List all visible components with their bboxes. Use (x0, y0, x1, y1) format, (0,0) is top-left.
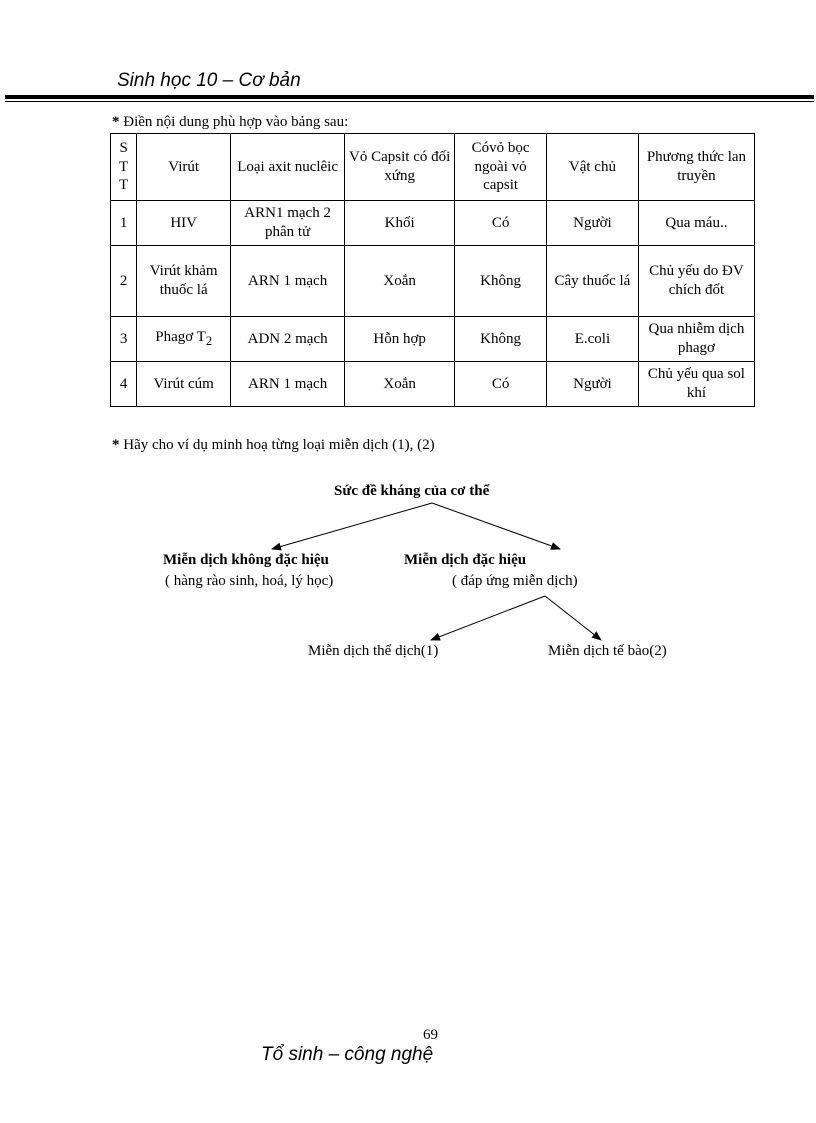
cell-envelope: Không (455, 246, 547, 317)
table-row (111, 246, 755, 317)
cell-transmission: Chủ yếu qua sol khí (638, 362, 754, 407)
arrow-specific-to-cellular (545, 596, 601, 640)
cell-virus: Virút khảm thuốc lá (137, 246, 231, 317)
cell-stt: 2 (111, 246, 137, 317)
cell-stt: 4 (111, 362, 137, 407)
cell-virus (137, 317, 231, 362)
header-stt-letter: S (119, 139, 128, 156)
table-instruction (112, 114, 348, 131)
cell-transmission: Qua máu.. (638, 201, 754, 246)
header-rule-thin (5, 101, 814, 102)
cell-capsit: Hỗn hợp (345, 317, 455, 362)
cell-transmission: Qua nhiễm dịch phagơ (638, 317, 754, 362)
cell-host: E.coli (547, 317, 639, 362)
cell-acid: ADN 2 mạch (231, 317, 345, 362)
cell-host: Người (547, 201, 639, 246)
cellular-immunity-node: Miễn dịch tế bào(2) (548, 643, 667, 659)
arrow-specific-to-humoral (431, 596, 545, 640)
page-header-title: Sinh học 10 – Cơ bản (117, 70, 301, 91)
cell-capsit: Khối (345, 201, 455, 246)
immunity-question (112, 437, 435, 454)
header-capsit: Vỏ Capsit có đối xứng (345, 134, 455, 201)
cell-stt: 1 (111, 201, 137, 246)
virus-table (110, 133, 755, 407)
nonspecific-immunity-title: Miễn dịch không đặc hiệu (163, 552, 329, 568)
header-virus: Virút (137, 134, 231, 201)
header-stt (111, 134, 137, 201)
cell-capsit: Xoắn (345, 362, 455, 407)
cell-virus: Virút cúm (137, 362, 231, 407)
cell-host: Cây thuốc lá (547, 246, 639, 317)
table-row (111, 317, 755, 362)
cell-capsit: Xoắn (345, 246, 455, 317)
cell-acid: ARN 1 mạch (231, 246, 345, 317)
arrow-root-to-nonspecific (272, 503, 432, 549)
arrow-root-to-specific (432, 503, 560, 549)
cell-envelope: Có (455, 362, 547, 407)
table-row (111, 362, 755, 407)
header-stt-letter: T (119, 177, 129, 194)
cell-virus: HIV (137, 201, 231, 246)
header-acid: Loại axit nuclêic (231, 134, 345, 201)
instruction-text: Điền nội dung phù hợp vào bảng sau: (119, 114, 349, 130)
cell-virus-subscript: 2 (205, 334, 213, 349)
cell-envelope: Không (455, 317, 547, 362)
header-stt-letter: T (119, 158, 129, 175)
humoral-immunity-node: Miễn dịch thể dịch(1) (308, 643, 439, 659)
cell-stt: 3 (111, 317, 137, 362)
header-host: Vật chủ (547, 134, 639, 201)
page-footer-title: Tổ sinh – công nghệ (261, 1044, 434, 1065)
cell-host: Người (547, 362, 639, 407)
diagram-root-node: Sức đề kháng của cơ thể (334, 483, 490, 499)
specific-immunity-subtitle: ( đáp ứng miễn dịch) (452, 573, 578, 589)
header-rule-thick (5, 95, 814, 99)
cell-transmission: Chủ yếu do ĐV chích đốt (638, 246, 754, 317)
header-transmission: Phương thức lan truyền (638, 134, 754, 201)
table-header-row (111, 134, 755, 201)
nonspecific-immunity-subtitle: ( hàng rào sinh, hoá, lý học) (165, 573, 334, 589)
cell-acid: ARN1 mạch 2 phân tử (231, 201, 345, 246)
table-row (111, 201, 755, 246)
page-number: 69 (423, 1027, 438, 1043)
question-marker: * (112, 437, 120, 453)
cell-acid: ARN 1 mạch (231, 362, 345, 407)
header-envelope: Cóvỏ bọc ngoài vỏ capsit (455, 134, 547, 201)
cell-envelope: Có (455, 201, 547, 246)
specific-immunity-title: Miễn dịch đặc hiệu (404, 552, 527, 568)
instruction-marker: * (112, 114, 120, 130)
question-text: Hãy cho ví dụ minh hoạ từng loại miễn dịch (1), (2) (119, 437, 435, 453)
cell-virus-text: Phagơ T (155, 329, 206, 346)
